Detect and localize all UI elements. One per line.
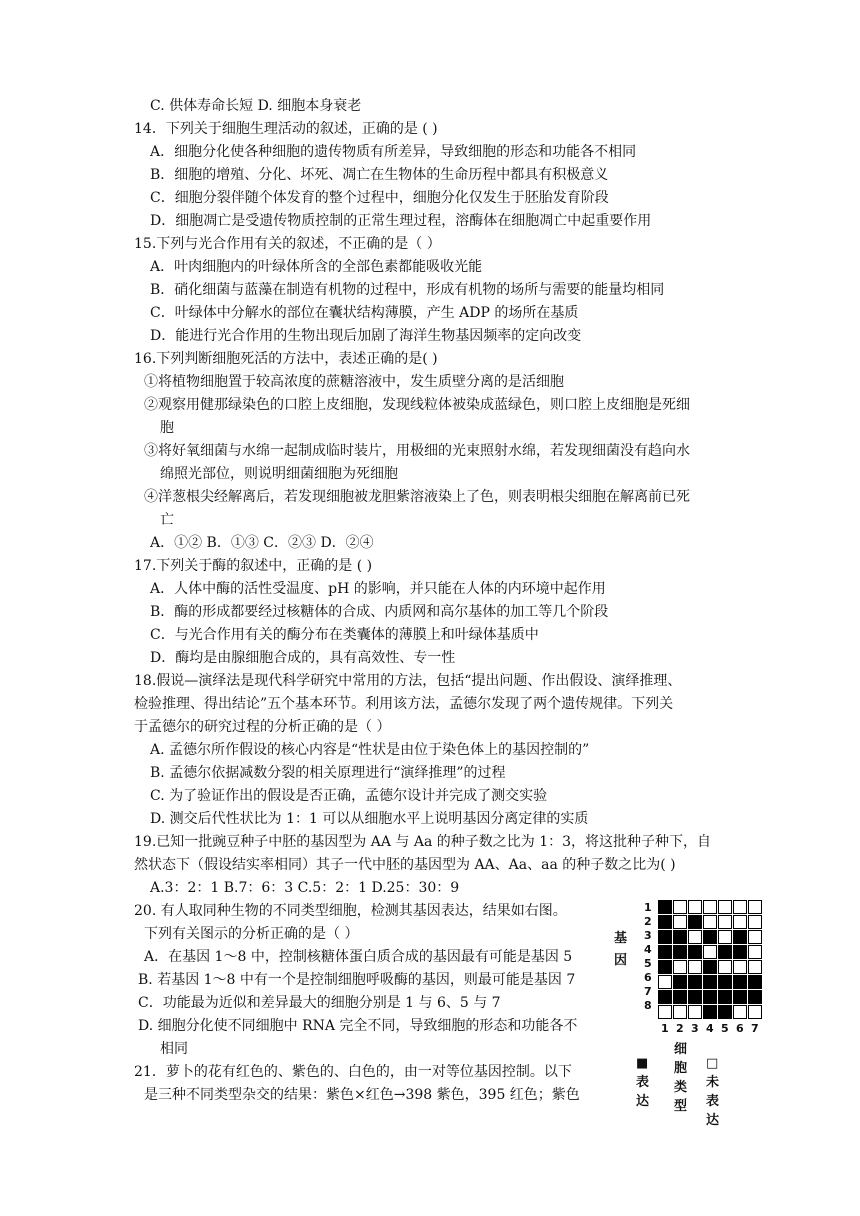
cell-not-expressed <box>718 900 732 914</box>
text-line: C．细胞分裂伴随个体发育的整个过程中，细胞分化仅发生于胚胎发育阶段 <box>150 190 609 206</box>
cell-expressed <box>658 990 672 1004</box>
text-line: 胞 <box>160 420 174 436</box>
text-line: A.3：2：1 B.7：6：3 C.5：2：1 D.25：30：9 <box>150 880 460 896</box>
cell-type-label: 2 <box>676 1022 684 1035</box>
text-line: B．酶的形成都要经过核糖体的合成、内质网和高尔基体的加工等几个阶段 <box>150 604 609 620</box>
cell-not-expressed <box>718 960 732 974</box>
cell-not-expressed <box>688 960 702 974</box>
cell-expressed <box>703 960 717 974</box>
cell-not-expressed <box>703 915 717 929</box>
text-line: A．人体中酶的活性受温度、pH 的影响，并只能在人体的内环境中起作用 <box>150 581 606 597</box>
cell-type-label: 6 <box>736 1022 744 1035</box>
cell-not-expressed <box>733 915 747 929</box>
cell-expressed <box>658 945 672 959</box>
cell-expressed <box>673 945 687 959</box>
text-line: 19.已知一批豌豆种子中胚的基因型为 AA 与 Aa 的种子数之比为 1：3，将这批种子种下，自 <box>134 834 712 850</box>
cell-not-expressed <box>718 930 732 944</box>
cell-not-expressed <box>718 915 732 929</box>
cell-not-expressed <box>688 900 702 914</box>
text-line: D. 细胞分化使不同细胞中 RNA 完全不同，导致细胞的形态和功能各不 <box>138 1018 578 1034</box>
figure-xlabel: 细胞类型 <box>674 1042 688 1114</box>
text-line: C. 为了验证作出的假设是否正确，孟德尔设计并完成了测交实验 <box>150 788 548 804</box>
text-line: 然状态下（假设结实率相同）其子一代中胚的基因型为 AA、Aa、aa 的种子数之比为( ) <box>134 857 676 873</box>
cell-not-expressed <box>703 900 717 914</box>
gene-label: 4 <box>644 943 652 956</box>
cell-not-expressed <box>688 1005 702 1019</box>
legend-not-expressed: □未表达 <box>706 1056 720 1128</box>
text-line: B．细胞的增殖、分化、坏死、凋亡在生物体的生命历程中都具有积极意义 <box>150 167 609 183</box>
cell-not-expressed <box>748 930 762 944</box>
text-line: 16.下列判断细胞死活的方法中，表述正确的是( ) <box>134 351 438 367</box>
cell-not-expressed <box>748 960 762 974</box>
text-line: 21．萝卜的花有红色的、紫色的、白色的，由一对等位基因控制。以下 <box>134 1064 572 1080</box>
cell-not-expressed <box>733 900 747 914</box>
cell-expressed <box>718 990 732 1004</box>
text-line: A. 孟德尔所作假设的核心内容是“性状是由位于染色体上的基因控制的” <box>150 742 590 758</box>
cell-not-expressed <box>748 1005 762 1019</box>
cell-expressed <box>703 975 717 989</box>
cell-expressed <box>733 930 747 944</box>
cell-expressed <box>658 960 672 974</box>
cell-expressed <box>748 990 762 1004</box>
text-line: C．叶绿体中分解水的部位在囊状结构薄膜，产生 ADP 的场所在基质 <box>150 305 579 321</box>
gene-label: 1 <box>644 901 652 914</box>
text-line: 于孟德尔的研究过程的分析正确的是（ ） <box>134 719 391 735</box>
cell-not-expressed <box>688 930 702 944</box>
gene-label: 8 <box>644 999 652 1012</box>
cell-not-expressed <box>733 960 747 974</box>
text-line: 亡 <box>160 512 174 528</box>
cell-not-expressed <box>673 960 687 974</box>
cell-expressed <box>718 975 732 989</box>
cell-expressed <box>703 990 717 1004</box>
cell-expressed <box>658 915 672 929</box>
text-line: C．与光合作用有关的酶分布在类囊体的薄膜上和叶绿体基质中 <box>150 627 539 643</box>
cell-not-expressed <box>673 915 687 929</box>
cell-expressed <box>733 975 747 989</box>
cell-type-label: 5 <box>721 1022 729 1035</box>
text-line: 相同 <box>160 1041 188 1057</box>
text-line: A．在基因 1～8 中，控制核糖体蛋白质合成的基因最有可能是基因 5 <box>144 949 573 965</box>
cell-type-label: 3 <box>691 1022 699 1035</box>
gene-label: 3 <box>644 929 652 942</box>
text-line: B. 若基因 1～8 中有一个是控制细胞呼吸酶的基因，则最可能是基因 7 <box>138 972 576 988</box>
text-line: 14．下列关于细胞生理活动的叙述，正确的是 ( ) <box>134 121 438 137</box>
text-line: D．酶均是由腺细胞合成的，具有高效性、专一性 <box>150 650 456 666</box>
text-line: B. 孟德尔依据减数分裂的相关原理进行“演绎推理”的过程 <box>150 765 506 781</box>
cell-expressed <box>703 1005 717 1019</box>
text-line: B．硝化细菌与蓝藻在制造有机物的过程中，形成有机物的场所与需要的能量均相同 <box>150 282 665 298</box>
text-line: 绵照光部位，则说明细菌细胞为死细胞 <box>160 466 398 482</box>
cell-type-label: 4 <box>706 1022 714 1035</box>
text-line: 18.假说—演绎法是现代科学研究中常用的方法，包括“提出问题、作出假设、演绎推理、 <box>134 673 682 689</box>
text-line: ①将植物细胞置于较高浓度的蔗糖溶液中，发生质壁分离的是活细胞 <box>144 374 564 390</box>
cell-expressed <box>673 930 687 944</box>
cell-not-expressed <box>733 1005 747 1019</box>
text-line: D．细胞凋亡是受遗传物质控制的正常生理过程，溶酶体在细胞凋亡中起重要作用 <box>150 213 652 229</box>
cell-expressed <box>688 990 702 1004</box>
text-line: C．功能最为近似和差异最大的细胞分别是 1 与 6、5 与 7 <box>138 995 501 1011</box>
text-line: 15.下列与光合作用有关的叙述，不正确的是（ ） <box>134 236 441 252</box>
text-line: ②观察用健那绿染色的口腔上皮细胞，发现线粒体被染成蓝绿色，则口腔上皮细胞是死细 <box>144 397 690 413</box>
cell-expressed <box>688 915 702 929</box>
cell-expressed <box>718 1005 732 1019</box>
cell-not-expressed <box>673 900 687 914</box>
text-line: 17.下列关于酶的叙述中，正确的是 ( ) <box>134 558 373 574</box>
cell-not-expressed <box>748 915 762 929</box>
cell-not-expressed <box>658 975 672 989</box>
figure-ylabel: 基因 <box>614 931 628 968</box>
cell-not-expressed <box>748 900 762 914</box>
cell-type-label: 7 <box>751 1022 759 1035</box>
cell-expressed <box>658 900 672 914</box>
cell-not-expressed <box>658 1005 672 1019</box>
gene-label: 2 <box>644 915 652 928</box>
cell-expressed <box>748 975 762 989</box>
cell-not-expressed <box>673 1005 687 1019</box>
cell-expressed <box>733 945 747 959</box>
cell-type-label: 1 <box>661 1022 669 1035</box>
text-line: A．叶肉细胞内的叶绿体所含的全部色素都能吸收光能 <box>150 259 483 275</box>
text-line: D．能进行光合作用的生物出现后加剧了海洋生物基因频率的定向改变 <box>150 328 582 344</box>
cell-expressed <box>658 930 672 944</box>
cell-expressed <box>688 975 702 989</box>
text-line: D. 测交后代性状比为 1：1 可以从细胞水平上说明基因分离定律的实质 <box>150 811 589 827</box>
cell-expressed <box>688 945 702 959</box>
text-line: A．细胞分化使各种细胞的遗传物质有所差异，导致细胞的形态和功能各不相同 <box>150 144 637 160</box>
text-line: 是三种不同类型杂交的结果：紫色×红色→398 紫色，395 红色；紫色 <box>144 1087 580 1103</box>
text-line: ③将好氧细菌与水绵一起制成临时装片，用极细的光束照射水绵，若发现细菌没有趋向水 <box>144 443 690 459</box>
gene-label: 7 <box>644 985 652 998</box>
text-line: A．①② B．①③ C．②③ D．②④ <box>150 535 374 551</box>
legend-expressed: ■表达 <box>636 1056 650 1109</box>
cell-expressed <box>703 930 717 944</box>
cell-expressed <box>733 990 747 1004</box>
text-line: 检验推理、得出结论”五个基本环节。利用该方法，孟德尔发现了两个遗传规律。下列关 <box>134 696 674 712</box>
gene-label: 6 <box>644 971 652 984</box>
cell-not-expressed <box>703 945 717 959</box>
text-line: ④洋葱根尖经解离后，若发现细胞被龙胆紫溶液染上了色，则表明根尖细胞在解离前已死 <box>144 489 690 505</box>
text-line: 20. 有人取同种生物的不同类型细胞，检测其基因表达，结果如右图。 <box>134 903 567 919</box>
text-line: 下列有关图示的分析正确的是（ ） <box>144 926 359 942</box>
cell-expressed <box>673 975 687 989</box>
cell-expressed <box>718 945 732 959</box>
cell-not-expressed <box>748 945 762 959</box>
gene-label: 5 <box>644 957 652 970</box>
cell-expressed <box>673 990 687 1004</box>
text-line: C. 供体寿命长短 D. 细胞本身衰老 <box>150 98 362 114</box>
